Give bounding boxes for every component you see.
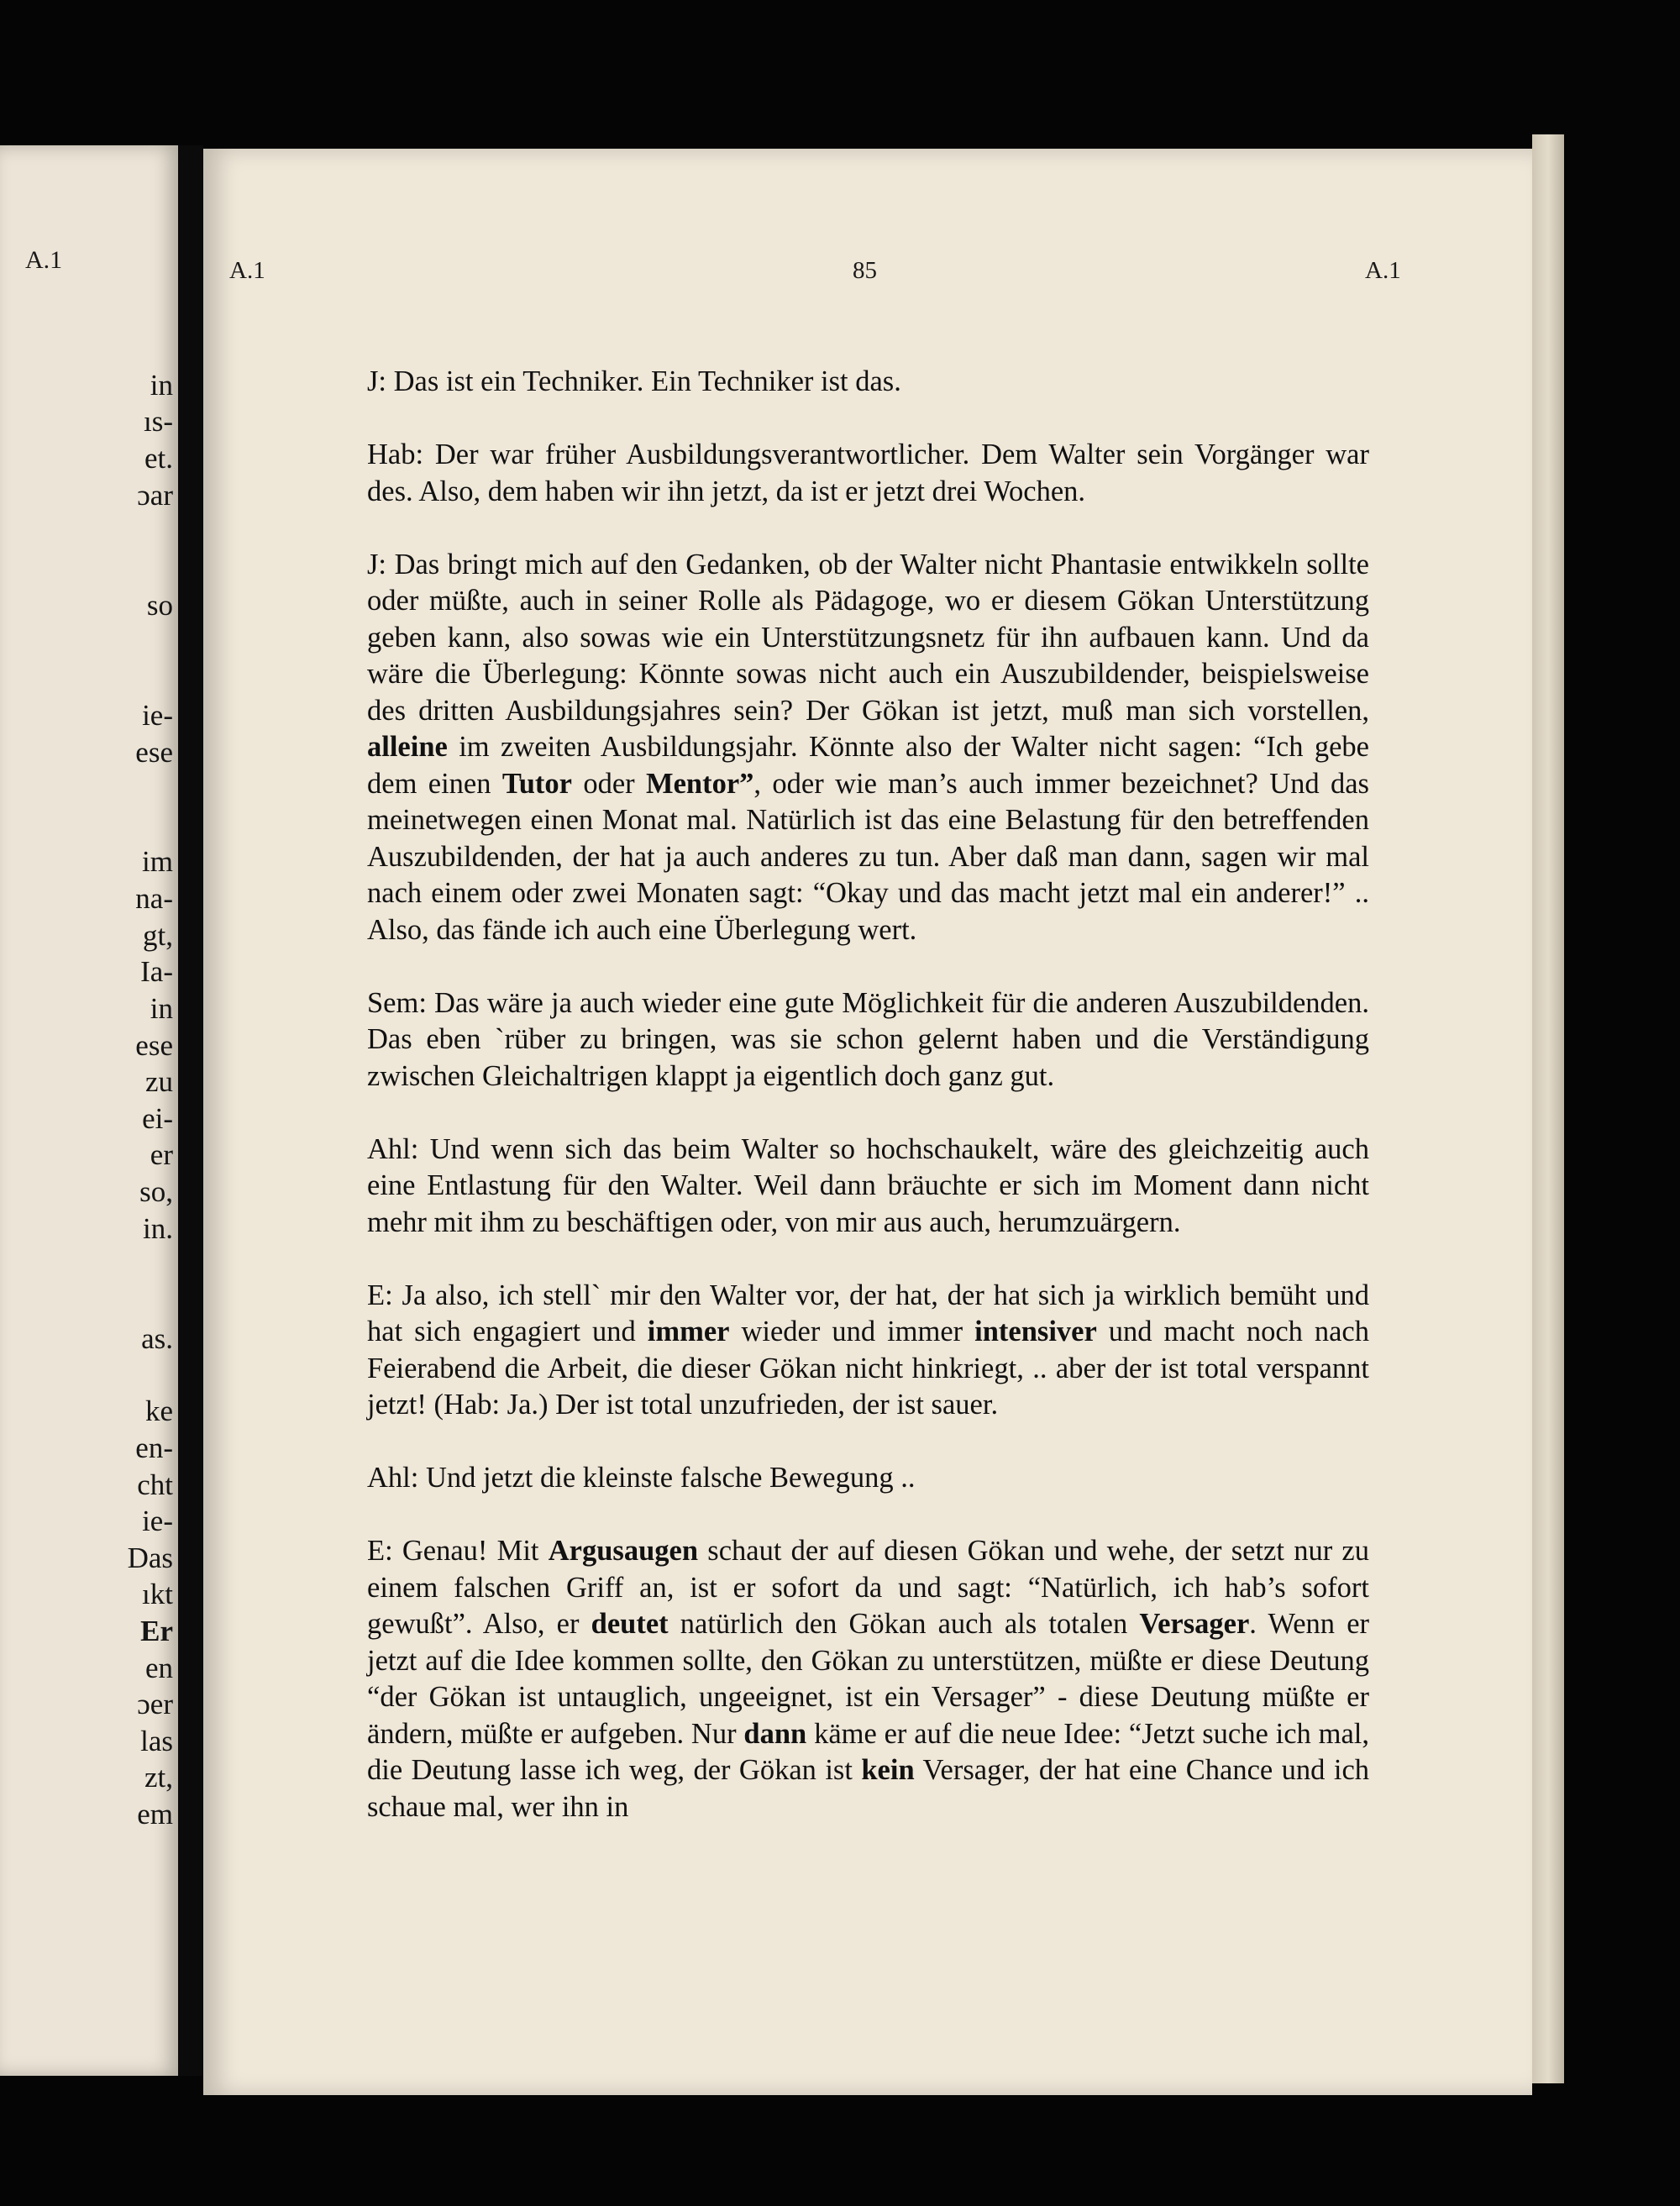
dialogue-paragraph [367, 437, 1369, 510]
emphasized-text: intensiver [974, 1316, 1097, 1347]
text-segment: natürlich den Gökan auch als totalen [668, 1608, 1140, 1640]
left-page-fragment: en [144, 1652, 173, 1684]
text-segment: E: Ja also, ich stell` mir den Walter vor, der hat, der hat sich ja wirklich bemüht und hat sich engagiert und [367, 1279, 1369, 1347]
left-page-fragment: in. [143, 1212, 173, 1245]
left-page-fragment: as. [141, 1322, 173, 1355]
page-number: 85 [853, 257, 877, 284]
running-head-right: A.1 [1365, 257, 1401, 284]
left-page-fragment: ɔar [137, 479, 173, 512]
book-gutter [178, 145, 203, 2076]
text-segment: schaut der auf diesen Gökan und wehe, der setzt nur zu einem falschen Griff an, ist er sofort da und sagt: “Natürlich, ich hab’s sofort gewußt”. Also, er [367, 1535, 1369, 1640]
left-page-fragment: Ia- [140, 955, 173, 988]
dialogue-paragraph [367, 1132, 1369, 1242]
left-page-fragment: na- [135, 882, 173, 915]
text-segment: . Wenn er jetzt auf die Idee kommen sollte, den Gökan zu unterstützen, müßte er diese Deutung “der Gökan ist untauglich, ungeeignet, ist ein Versager” - diese Deutung müßte er ändern, müßte er aufgeben. Nur [367, 1608, 1369, 1750]
text-segment: Hab: Der war früher Ausbildungsverantwortlicher. Dem Walter sein Vorgänger war des. Also, dem haben wir ihn jetzt, da ist er jetzt drei Wochen. [367, 439, 1369, 507]
text-segment: im zweiten Ausbildungsjahr. Könnte also der Walter nicht sagen: “Ich gebe dem einen [367, 731, 1369, 800]
dialogue-paragraph [367, 985, 1369, 1095]
emphasized-text: deutet [591, 1608, 669, 1640]
left-page-fragment: gt, [143, 919, 173, 952]
dialogue-transcript [367, 364, 1369, 1862]
left-page-fragment: ɔer [137, 1688, 173, 1720]
running-head-left: A.1 [229, 257, 265, 284]
dialogue-paragraph [367, 1533, 1369, 1825]
emphasized-text: kein [861, 1754, 915, 1786]
left-page-fragment: so, [139, 1175, 173, 1208]
left-page-fragment: las [140, 1725, 173, 1757]
left-page-header: A.1 [25, 246, 63, 274]
left-page-fragment: ese [135, 736, 173, 769]
left-page-fragment: zu [144, 1065, 173, 1098]
left-page-fragment: ei- [142, 1102, 173, 1135]
left-page-fragment: en- [135, 1431, 173, 1464]
text-segment: , oder wie man’s auch immer bezeichnet? Und das meinetwegen einen Monat mal. Natürlich ist das eine Belastung für den betreffenden Auszubildenden, der hat ja auch anderes zu tun. Aber daß man dann, sagen wir mal nach einem oder zwei Monaten sagt: “Okay und das macht jetzt mal ein anderer!” .. Also, das fände ich auch eine Überlegung wert. [367, 767, 1369, 946]
left-page-fragment: cht [137, 1468, 173, 1501]
text-segment: J: Das bringt mich auf den Gedanken, ob der Walter nicht Phantasie entwikkeln sollte oder müßte, auch in seiner Rolle als Pädagoge, wo er diesem Gökan Unterstützung geben kann, also sowas wie ein Unterstützungsnetz für ihn aufbauen kann. Und da wäre die Überlegung: Könnte sowas nicht auch ein Auszubildender, beispielsweise des dritten Ausbildungsjahres sein? Der Gökan ist jetzt, muß man sich vorstellen, [367, 548, 1369, 727]
dialogue-paragraph [367, 547, 1369, 949]
left-page-fragment: Er [140, 1615, 173, 1647]
emphasized-text: Mentor” [646, 767, 754, 800]
left-page-fragment: et. [144, 442, 173, 475]
left-page-fragment: ese [135, 1029, 173, 1062]
left-page-fragment: so [146, 589, 173, 622]
left-page-fragment: ıs- [144, 405, 173, 438]
emphasized-text: immer [647, 1316, 730, 1347]
left-page-fragment: em [137, 1798, 173, 1830]
left-page-fragment: ke [144, 1395, 173, 1427]
page-edge [1532, 134, 1564, 2083]
text-segment: E: Genau! Mit [367, 1535, 549, 1567]
left-page [0, 145, 178, 2076]
text-segment: oder [571, 767, 647, 800]
left-page-fragment: er [150, 1138, 173, 1171]
text-segment: und macht noch nach Feierabend die Arbeit, die dieser Gökan nicht hinkriegt, .. aber der ist total verspannt jetzt! (Hab: Ja.) Der ist total unzufrieden, der ist sauer. [367, 1316, 1369, 1421]
text-segment: wieder und immer [729, 1316, 975, 1347]
emphasized-text: Versager [1139, 1608, 1250, 1640]
text-segment: Ahl: Und jetzt die kleinste falsche Bewegung .. [367, 1462, 916, 1494]
dialogue-paragraph [367, 364, 1369, 401]
emphasized-text: dann [743, 1717, 807, 1750]
emphasized-text: alleine [367, 731, 448, 763]
text-segment: käme er auf die neue Idee: “Jetzt suche ich mal, die Deutung lasse ich weg, der Gökan ist [367, 1717, 1369, 1786]
left-page-fragment: in [150, 369, 173, 402]
text-segment: Versager, der hat eine Chance und ich schaue mal, wer ihn in [367, 1754, 1370, 1823]
left-page-fragment: im [142, 845, 173, 878]
left-page-fragment: ie- [142, 1505, 173, 1537]
emphasized-text: Tutor [501, 767, 572, 800]
left-page-fragment: Das [127, 1542, 173, 1574]
dialogue-paragraph [367, 1460, 1369, 1497]
emphasized-text: Argusaugen [548, 1535, 699, 1567]
text-segment: J: Das ist ein Techniker. Ein Techniker ist das. [367, 365, 901, 397]
dialogue-paragraph [367, 1278, 1369, 1424]
left-page-fragment: zt, [144, 1761, 173, 1794]
text-segment: Sem: Das wäre ja auch wieder eine gute Möglichkeit für die anderen Auszubildenden. Das eben `rüber zu bringen, was sie schon gelernt haben und die Verständigung zwischen Gleichaltrigen klappt ja eigentlich doch ganz gut. [367, 986, 1369, 1092]
left-page-fragment: in [150, 992, 173, 1025]
left-page-fragment: ıkt [142, 1578, 173, 1610]
text-segment: Ahl: Und wenn sich das beim Walter so hochschaukelt, wäre des gleichzeitig auch eine Entlastung für den Walter. Weil dann bräuchte er sich im Moment dann nicht mehr mit ihm zu beschäftigen oder, von mir aus auch, herumzuärgern. [367, 1132, 1369, 1238]
left-page-fragment: ie- [142, 699, 173, 732]
